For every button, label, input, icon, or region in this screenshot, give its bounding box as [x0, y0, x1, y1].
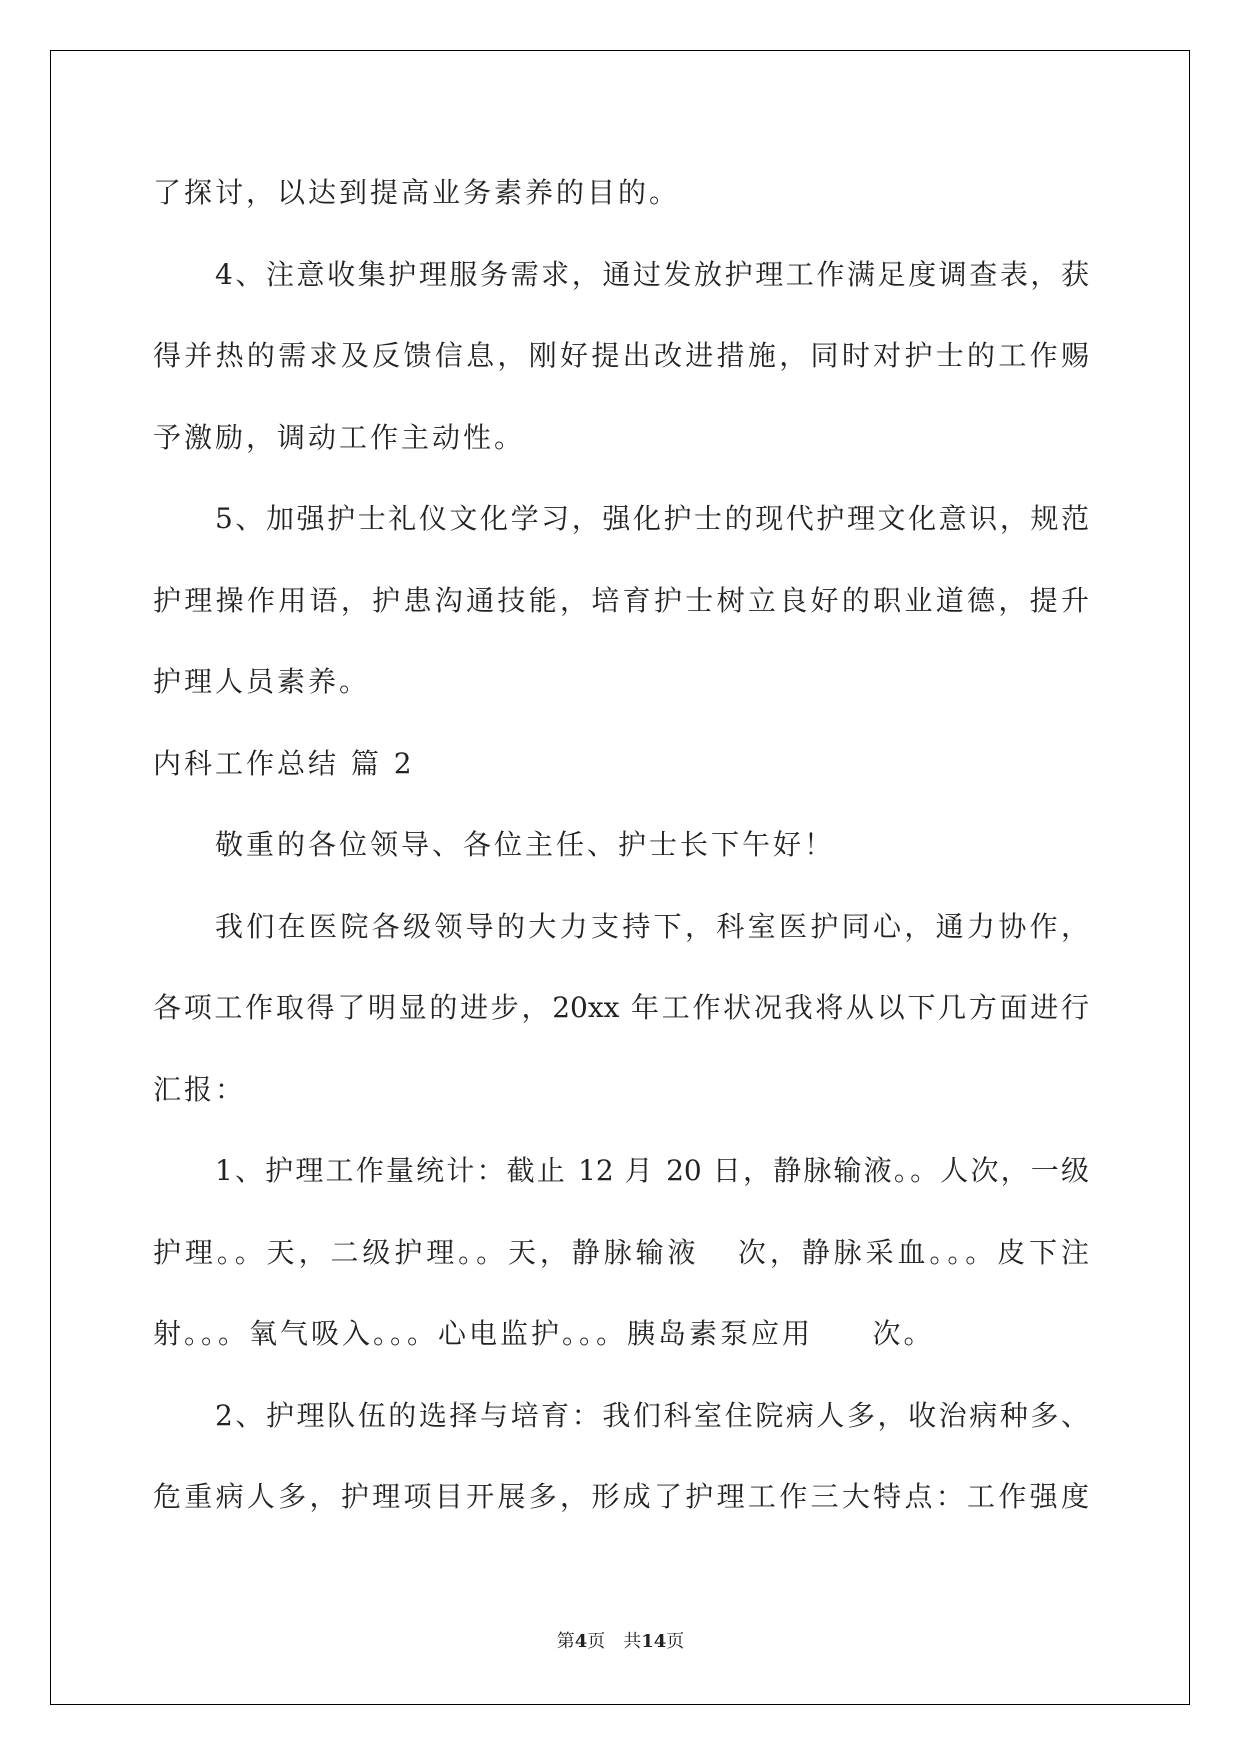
body-line: 危重病人多，护理项目开展多，形成了护理工作三大特点：工作强度 — [153, 1480, 1089, 1513]
body-line: 各项工作取得了明显的进步，20xx 年工作状况我将从以下几方面进行 — [153, 991, 1089, 1024]
section-heading: 内科工作总结 篇 2 — [153, 746, 415, 780]
body-line: 护理人员素养。 — [153, 665, 371, 698]
body-line: 予激励，调动工作主动性。 — [153, 420, 526, 454]
page-number: 4 — [574, 1631, 588, 1652]
total-prefix: 共 — [623, 1631, 642, 1652]
body-line: 护理操作用语，护患沟通技能，培育护士树立良好的职业道德，提升 — [153, 583, 1089, 617]
page-suffix: 页 — [587, 1631, 606, 1652]
body-line: 敬重的各位领导、各位主任、护士长下午好！ — [215, 828, 836, 861]
document-body — [153, 152, 1089, 1538]
body-line: 了探讨，以达到提高业务素养的目的。 — [153, 176, 681, 209]
body-line: 1、护理工作量统计：截止 12 月 20 日，静脉输液。。人次，一级 — [215, 1154, 1089, 1187]
body-line: 射。。。氧气吸入。。。心电监护。。。胰岛素泵应用 次。 — [153, 1317, 935, 1350]
body-line: 2、护理队伍的选择与培育：我们科室住院病人多，收治病种多、 — [215, 1398, 1089, 1432]
total-pages: 14 — [641, 1631, 667, 1652]
page-prefix: 第 — [556, 1631, 575, 1652]
body-line: 护理。。天，二级护理。。天，静脉输液 次，静脉采血。。。皮下注 — [153, 1235, 1089, 1269]
body-line: 我们在医院各级领导的大力支持下，科室医护同心，通力协作， — [215, 909, 1089, 943]
body-line: 5、加强护士礼仪文化学习，强化护士的现代护理文化意识，规范 — [215, 502, 1089, 535]
body-line: 4、注意收集护理服务需求，通过发放护理工作满足度调查表，获 — [215, 257, 1089, 291]
body-line: 汇报： — [153, 1072, 247, 1106]
body-line: 得并热的需求及反馈信息，刚好提出改进措施，同时对护士的工作赐 — [153, 339, 1089, 372]
total-suffix: 页 — [666, 1631, 685, 1652]
page-footer — [0, 1630, 1241, 1654]
